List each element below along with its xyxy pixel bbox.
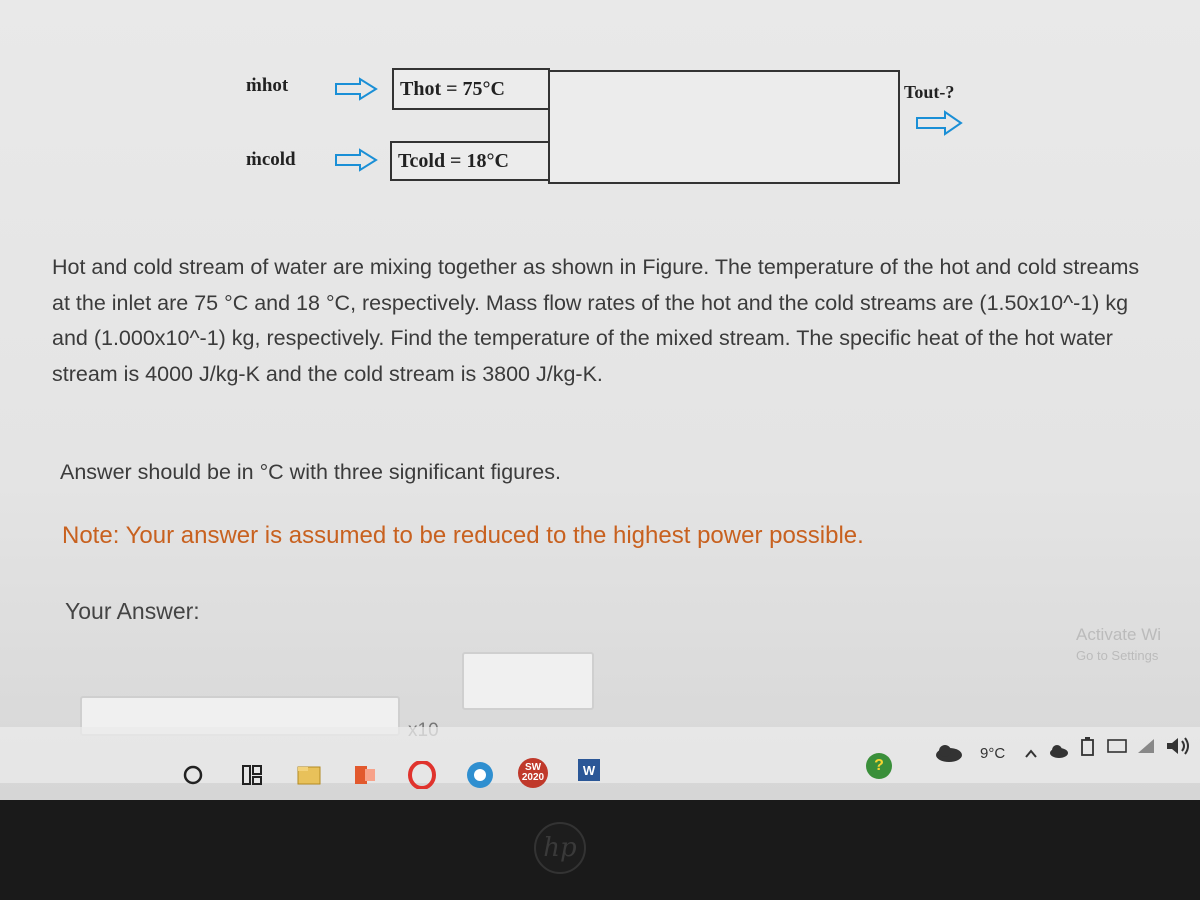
t-cold-label: Tcold = 18°C: [398, 149, 509, 172]
word-label: W: [582, 762, 596, 778]
hot-inlet-arrow-icon: [334, 77, 378, 101]
solidworks-2020-icon[interactable]: [518, 758, 548, 788]
your-answer-label: Your Answer:: [65, 598, 200, 624]
watermark-line1: Activate Wi: [1076, 625, 1162, 644]
solidworks-label: SW 2020: [521, 762, 545, 783]
help-icon[interactable]: [866, 753, 892, 779]
outlet-arrow-icon: [915, 110, 965, 136]
weather-temp[interactable]: 9°C: [980, 745, 1006, 762]
file-explorer-icon[interactable]: [296, 763, 322, 787]
hot-inlet-box: [392, 68, 550, 110]
opera-browser-icon[interactable]: [408, 761, 436, 789]
word-icon[interactable]: [578, 759, 600, 781]
start-search-icon[interactable]: [182, 764, 204, 786]
m-cold-label: ṁcold: [246, 149, 296, 170]
m-hot-label: ṁhot: [246, 75, 289, 96]
mixing-chamber: [548, 70, 900, 184]
chevron-up-icon[interactable]: [1024, 747, 1038, 759]
network-icon[interactable]: [1106, 737, 1128, 755]
activate-windows-watermark: [1076, 624, 1161, 666]
answer-exponent-input[interactable]: [462, 652, 594, 710]
watermark-line2: Go to Settings: [1076, 648, 1159, 663]
answer-instruction: Answer should be in °C with three significant figures.: [60, 460, 561, 484]
t-out-label: Tout-?: [904, 82, 955, 102]
problem-text: Hot and cold stream of water are mixing together as shown in Figure. The temperature of the hot and cold streams at the inlet are 75 °C and 18 °C, respectively. Mass flow rates of the hot and the cold streams are (1.50x10^-1) kg and (1.000x10^-1) kg, respectively. Find the temperature of the mixed stream. The specific heat of the hot water stream is 4000 J/kg-K and the cold stream is 3800 J/kg-K.: [52, 255, 1140, 386]
cold-inlet-arrow-icon: [334, 148, 378, 172]
note-text: Note: Your answer is assumed to be reduced to the highest power possible.: [62, 522, 864, 549]
cloud-icon[interactable]: [1048, 743, 1070, 759]
weather-cloud-icon[interactable]: [934, 743, 964, 763]
help-label: ?: [874, 757, 884, 774]
wifi-icon[interactable]: [1136, 737, 1156, 755]
taskbar: [0, 727, 1200, 783]
hp-logo: hp: [534, 822, 586, 874]
t-hot-label: Thot = 75°C: [400, 77, 505, 100]
app-circle-icon[interactable]: [466, 761, 494, 789]
office-app-icon[interactable]: [352, 763, 378, 787]
battery-icon[interactable]: [1080, 737, 1096, 757]
task-view-icon[interactable]: [240, 763, 264, 787]
cold-inlet-box: [390, 141, 550, 181]
volume-icon[interactable]: [1164, 735, 1192, 757]
